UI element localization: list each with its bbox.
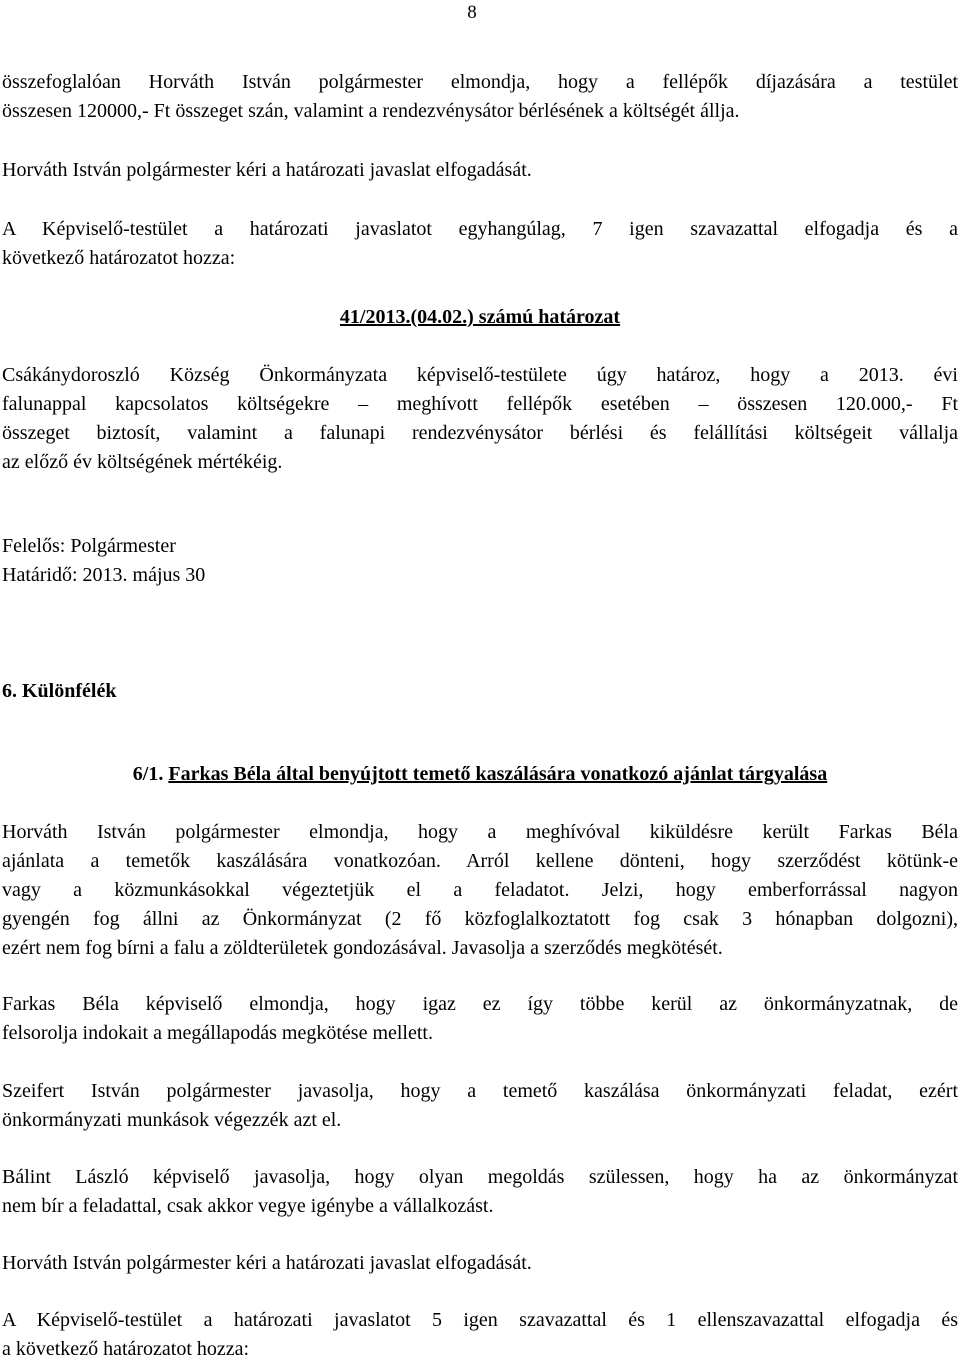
text-line: Szeifert István polgármester javasolja, hogy a temető kaszálása önkormányzati feladat, ezért [2, 1080, 958, 1102]
text-line: felsorolja indokait a megállapodás megkötése mellett. [2, 1022, 433, 1044]
responsible: Felelős: Polgármester [2, 535, 176, 557]
text-line: falunappal kapcsolatos költségekre – meghívott fellépők esetében – összesen 120.000,- Ft [2, 393, 958, 415]
paragraph-szeifert [2, 1077, 958, 1135]
text-line: ezért nem fog bírni a falu a zöldterületek gondozásával. Javasolja a szerződés megkötését. [2, 937, 723, 959]
text-line: Horváth István polgármester kéri a határozati javaslat elfogadását. [2, 1252, 532, 1274]
paragraph-balint [2, 1163, 958, 1221]
paragraph-summary [2, 68, 958, 126]
resolution-text [2, 361, 958, 477]
text-line: Csákánydoroszló Község Önkormányzata képviselő-testülete úgy határoz, hogy a 2013. évi [2, 364, 958, 386]
page-number: 8 [467, 2, 477, 23]
text-line: összeget biztosít, valamint a falunapi rendezvénysátor bérlési és felállítási költségeit vállalja [2, 422, 958, 444]
paragraph-mayor-request [2, 156, 958, 185]
paragraph-farkas [2, 990, 958, 1048]
deadline: Határidő: 2013. május 30 [2, 564, 206, 586]
text-line: gyengén fog állni az Önkormányzat (2 fő közfoglalkoztatott fog csak 3 hónapban dolgozni), [2, 908, 958, 930]
resolution-title: 41/2013.(04.02.) számú határozat [339, 306, 621, 328]
text-line: összesen 120000,- Ft összeget szán, valamint a rendezvénysátor bérlésének a költségét állja. [2, 100, 740, 122]
text-line: A Képviselő-testület a határozati javaslatot egyhangúlag, 7 igen szavazattal elfogadja és a [2, 218, 958, 240]
responsible-deadline [2, 532, 958, 590]
text-line: ajánlata a temetők kaszálására vonatkozóan. Arról kellene dönteni, hogy szerződést kötünk-e [2, 850, 958, 872]
paragraph-vote [2, 215, 958, 273]
text-line: önkormányzati munkások végezzék azt el. [2, 1109, 342, 1131]
text-line: nem bír a feladattal, csak akkor vegye igénybe a vállalkozást. [2, 1195, 494, 1217]
subsection-number: 6/1. [132, 763, 164, 785]
text-line: Farkas Béla képviselő elmondja, hogy igaz ez így többe kerül az önkormányzatnak, de [2, 993, 958, 1015]
subsection-title: Farkas Béla által benyújtott temető kaszálására vonatkozó ajánlat tárgyalása [168, 763, 828, 785]
text-line: vagy a közmunkásokkal végeztetjük el a feladatot. Jelzi, hogy emberforrással nagyon [2, 879, 958, 901]
section-title: 6. Különfélék [2, 680, 117, 702]
text-line: az előző év költségének mértékéig. [2, 451, 283, 473]
paragraph-vote-2 [2, 1306, 958, 1364]
text-line: A Képviselő-testület a határozati javaslatot 5 igen szavazattal és 1 ellenszavazattal elfogadja és [2, 1309, 958, 1331]
paragraph-mayor-request-2 [2, 1249, 958, 1278]
text-line: Horváth István polgármester elmondja, hogy a meghívóval kiküldésre került Farkas Béla [2, 821, 958, 843]
text-line: összefoglalóan Horváth István polgármester elmondja, hogy a fellépők díjazására a testület [2, 71, 958, 93]
paragraph-mayor-explains [2, 818, 958, 963]
text-line: a következő határozatot hozza: [2, 1338, 250, 1360]
text-line: Bálint László képviselő javasolja, hogy olyan megoldás szülessen, hogy ha az önkormányzat [2, 1166, 958, 1188]
subsection-heading [0, 760, 960, 789]
text-line: következő határozatot hozza: [2, 247, 236, 269]
text-line: Horváth István polgármester kéri a határozati javaslat elfogadását. [2, 159, 532, 181]
